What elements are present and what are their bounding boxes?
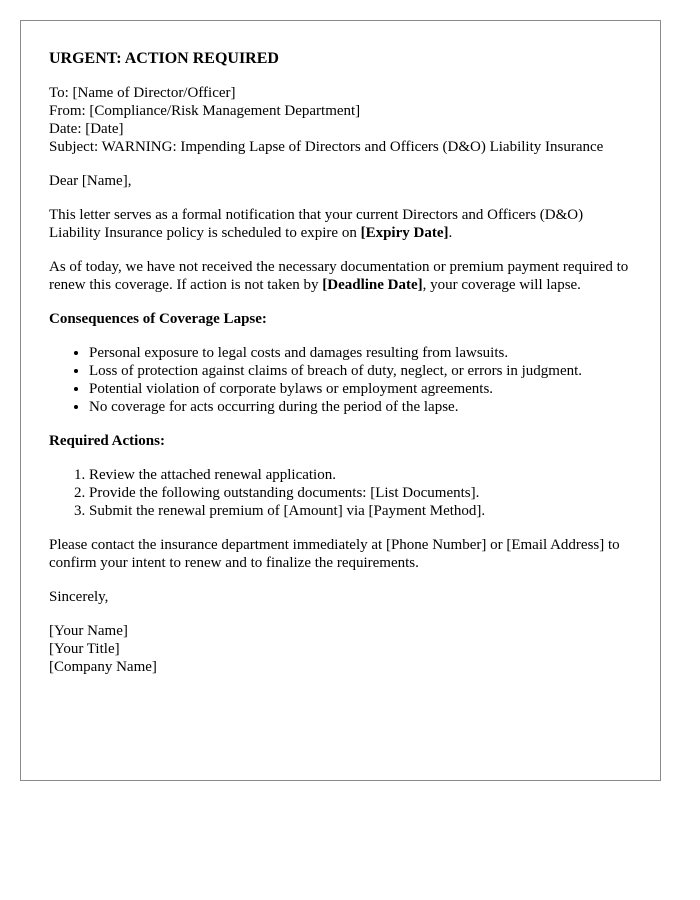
status-end: , your coverage will lapse. (422, 277, 581, 293)
subject-line: Subject: WARNING: Impending Lapse of Directors and Officers (D&O) Liability Insurance (49, 139, 604, 155)
contact-paragraph: Please contact the insurance department immediately at [Phone Number] or [Email Address] to confirm your intent to renew and to finalize the requirements. (49, 537, 620, 571)
closing: Sincerely, (49, 589, 109, 605)
list-item: • Potential violation of corporate bylaws or employment agreements. (89, 380, 632, 398)
greeting: Dear [Name], (49, 173, 132, 189)
list-item: • Loss of protection against claims of breach of duty, neglect, or errors in judgment. (89, 362, 632, 380)
consequences-title: Consequences of Coverage Lapse: (49, 311, 267, 327)
signature-block (49, 622, 632, 676)
notification-text: This letter serves as a formal notification that your current Directors and Officers (D&O) Liability Insurance policy is scheduled to expire on (49, 207, 584, 241)
list-item: 1. Review the attached renewal application. (89, 466, 632, 484)
status-text: As of today, we have not received the necessary documentation or premium payment required to renew this coverage. If action is not taken by (49, 259, 629, 293)
status-paragraph (49, 258, 632, 294)
date-line: Date: [Date] (49, 121, 124, 137)
deadline-date: [Deadline Date] (322, 277, 423, 293)
consequences-list (49, 344, 632, 416)
signature-company: [Company Name] (49, 659, 157, 675)
list-item: • Personal exposure to legal costs and damages resulting from lawsuits. (89, 344, 632, 362)
signature-title: [Your Title] (49, 641, 120, 657)
letter-heading: URGENT: ACTION REQUIRED (49, 50, 279, 67)
letter-header (49, 84, 632, 156)
list-item: • No coverage for acts occurring during the period of the lapse. (89, 398, 632, 416)
list-item: 2. Provide the following outstanding documents: [List Documents]. (89, 484, 632, 502)
actions-list (49, 466, 632, 520)
notification-paragraph (49, 206, 632, 242)
from-line: From: [Compliance/Risk Management Department] (49, 103, 361, 119)
letter (20, 20, 661, 781)
signature-name: [Your Name] (49, 623, 128, 639)
expiry-date: [Expiry Date] (360, 225, 449, 241)
to-line: To: [Name of Director/Officer] (49, 85, 236, 101)
actions-title: Required Actions: (49, 433, 165, 449)
notification-end: . (448, 225, 453, 241)
list-item: 3. Submit the renewal premium of [Amount] via [Payment Method]. (89, 502, 632, 520)
